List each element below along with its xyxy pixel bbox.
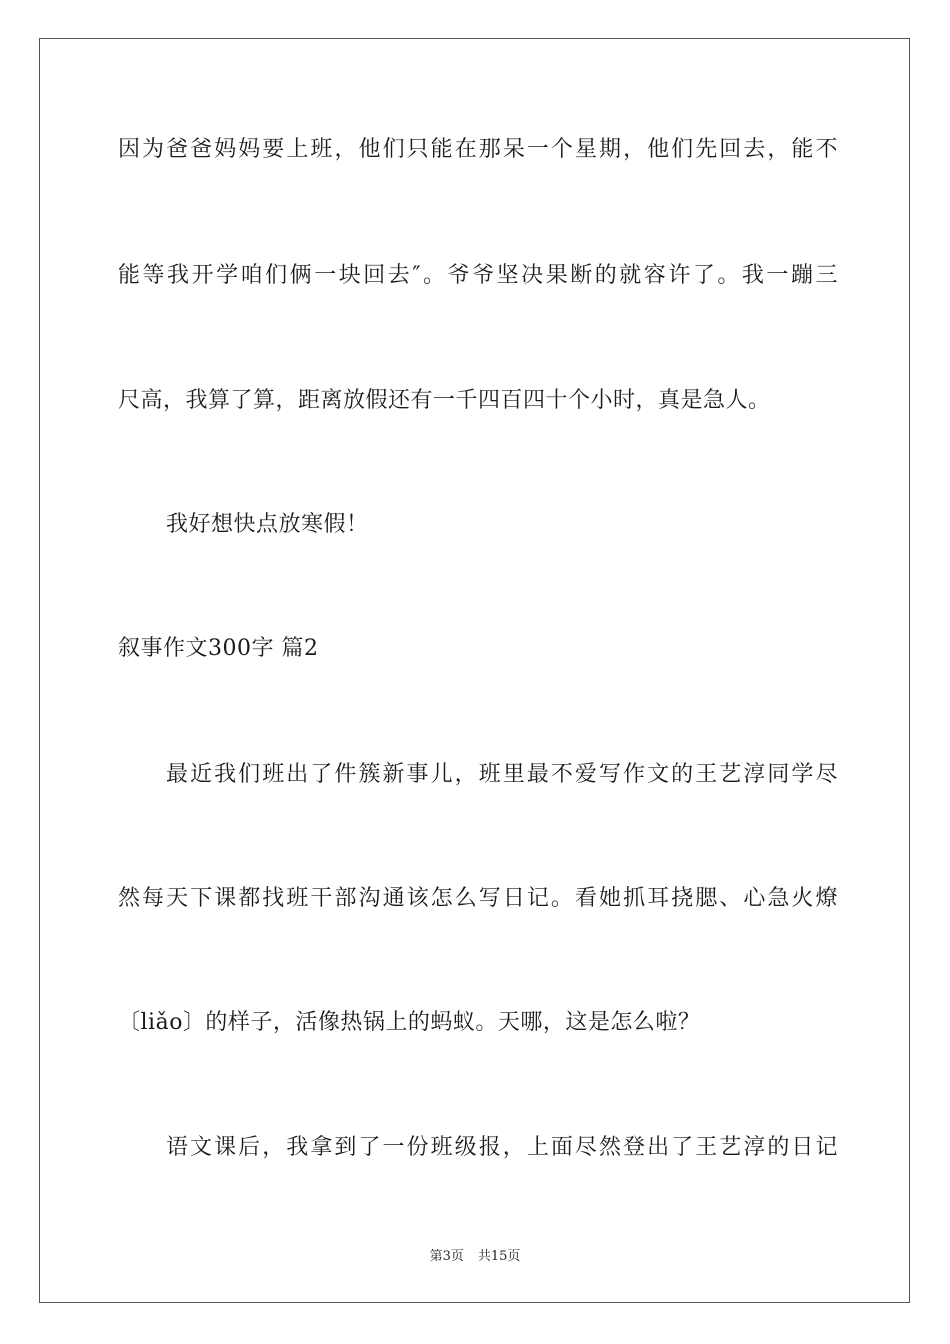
section-heading: 叙事作文300字 篇2 [118, 636, 319, 661]
text-line-4: 我好想快点放寒假！ [166, 512, 369, 537]
text-line-2: 能等我开学咱们俩一块回去″。爷爷坚决果断的就容许了。我一蹦三 [118, 263, 838, 288]
page-border [39, 38, 910, 1303]
text-line-6: 然每天下课都找班干部沟通该怎么写日记。看她抓耳挠腮、心急火燎 [118, 886, 838, 911]
text-line-7: 〔liǎo〕的样子，活像热锅上的蚂蚁。天哪，这是怎么啦？ [118, 1010, 701, 1035]
page-number: 第3页 [429, 1249, 464, 1264]
text-line-5: 最近我们班出了件簇新事儿，班里最不爱写作文的王艺淳同学尽 [166, 762, 838, 787]
text-line-8: 语文课后，我拿到了一份班级报，上面尽然登出了王艺淳的日记 [166, 1135, 838, 1160]
page-footer [0, 1248, 950, 1266]
text-line-1: 因为爸爸妈妈要上班，他们只能在那呆一个星期，他们先回去，能不 [118, 137, 838, 162]
page-total: 共15页 [477, 1249, 521, 1264]
text-line-3: 尺高，我算了算，距离放假还有一千四百四十个小时，真是急人。 [118, 388, 771, 413]
